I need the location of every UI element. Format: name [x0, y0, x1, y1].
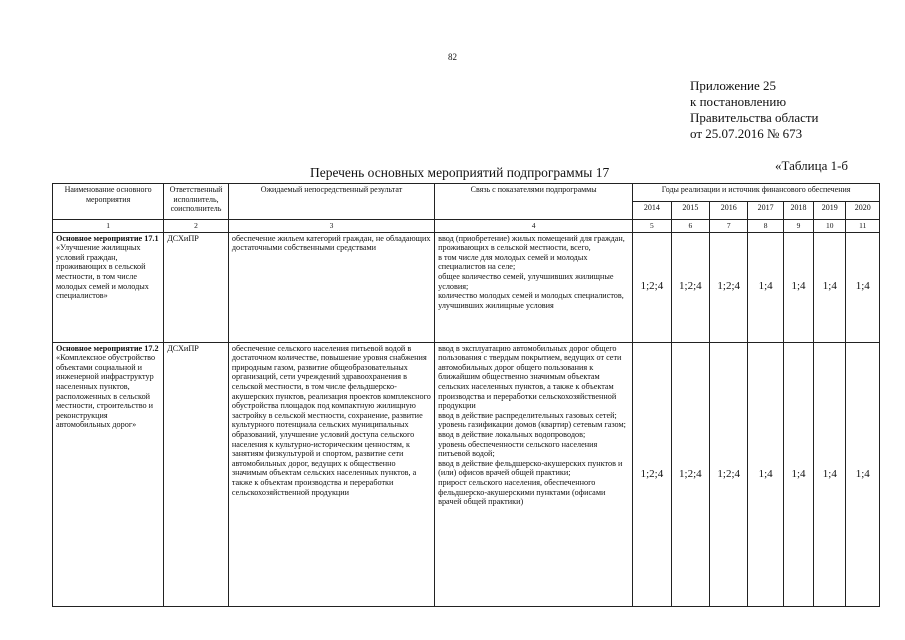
header-year-2017: 2017 [748, 202, 783, 220]
measure-title: Основное мероприятие 17.1 [56, 233, 159, 243]
measure-name: «Улучшение жилищных условий граждан, проживающих в сельской местности, в том числе молодых семей и молодых специалистов» [56, 243, 149, 301]
value-2015: 1;2;4 [671, 342, 709, 606]
value-2020: 1;4 [846, 342, 880, 606]
column-number: 6 [671, 220, 709, 233]
appendix-line-4: от 25.07.2016 № 673 [690, 126, 803, 141]
header-year-2015: 2015 [671, 202, 709, 220]
link-line: в том числе для молодых семей и молодых специалистов на селе; [438, 252, 588, 272]
value-2018: 1;4 [783, 232, 813, 342]
column-number: 8 [748, 220, 783, 233]
table-row [53, 342, 880, 606]
result-cell: обеспечение жильем категорий граждан, не обладающих достаточными собственными средствами [228, 232, 434, 342]
measure-name-cell [53, 232, 164, 342]
header-year-2014: 2014 [633, 202, 671, 220]
document-title: Перечень основных мероприятий подпрограммы 17 [310, 165, 610, 180]
header-year-2019: 2019 [814, 202, 846, 220]
header-year-2016: 2016 [710, 202, 748, 220]
header-link: Связь с показателями подпрограммы [435, 184, 633, 220]
page-number: 82 [448, 52, 457, 62]
column-number: 7 [710, 220, 748, 233]
result-cell: обеспечение сельского населения питьевой водой в достаточном количестве, повышение уровня снабжения природным газом, развитие общеобразовательных организаций, сети учреждений здравоохранения в сельской местности, в том числе фельдшерско-акушерских пунктов, реализация проектов комплексного обустройства площадок под компактную жилищную застройку в сельской местности, сохранение, развитие культурного потенциала сельских муниципальных образований, улучшение условий доступа сельского населения к культурно-историческим ценностям, к занятиям физкультурой и спортом, развитие сети автомобильных дорог, ведущих к общественно значимым объектам сельских населенных пунктов, а также к объектам производства и переработки сельскохозяйственной продукции [228, 342, 434, 606]
header-years-caption: Годы реализации и источник финансового обеспечения [633, 184, 880, 202]
executor-cell: ДСХиПР [164, 342, 229, 606]
header-year-2020: 2020 [846, 202, 880, 220]
value-2014: 1;2;4 [633, 342, 671, 606]
measures-table [52, 183, 880, 607]
link-line: общее количество семей, улучшивших жилищные условия; [438, 271, 614, 291]
value-2014: 1;2;4 [633, 232, 671, 342]
table-reference: «Таблица 1-б [775, 158, 849, 173]
link-line: прирост сельского населения, обеспеченного фельдшерско-акушерскими пунктами (офисами врачей общей практики) [438, 477, 606, 507]
link-line: ввод в действие распределительных газовых сетей; [438, 410, 617, 420]
link-line: ввод в действие фельдшерско-акушерских пунктов и (или) офисов врачей общей практики; [438, 458, 623, 478]
value-2020: 1;4 [846, 232, 880, 342]
header-result: Ожидаемый непосредственный результат [228, 184, 434, 220]
column-number: 11 [846, 220, 880, 233]
column-numbers-row [53, 220, 880, 233]
link-line: количество молодых семей и молодых специалистов, улучшивших жилищные условия [438, 291, 624, 310]
value-2019: 1;4 [814, 342, 846, 606]
appendix-line-2: к постановлению [690, 94, 787, 109]
column-number: 10 [814, 220, 846, 233]
appendix-line-1: Приложение 25 [690, 78, 777, 93]
header-year-2018: 2018 [783, 202, 813, 220]
value-2019: 1;4 [814, 232, 846, 342]
column-number: 3 [228, 220, 434, 233]
link-line: уровень газификации домов (квартир) сетевым газом; [438, 420, 626, 430]
link-line: ввод в действие локальных водопроводов; [438, 429, 586, 439]
table-row [53, 232, 880, 342]
value-2016: 1;2;4 [710, 232, 748, 342]
column-number: 9 [783, 220, 813, 233]
value-2018: 1;4 [783, 342, 813, 606]
value-2017: 1;4 [748, 232, 783, 342]
header-executor: Ответственный исполнитель, соисполнитель [164, 184, 229, 220]
link-line: ввод (приобретение) жилых помещений для граждан, проживающих в сельской местности, всего, [438, 233, 625, 253]
column-number: 1 [53, 220, 164, 233]
value-2015: 1;2;4 [671, 232, 709, 342]
link-cell [435, 232, 633, 342]
column-number: 5 [633, 220, 671, 233]
value-2017: 1;4 [748, 342, 783, 606]
link-line: ввод в эксплуатацию автомобильных дорог общего пользования с твердым покрытием, ведущих от сети автомобильных дорог общего пользования к ближайшим общественно значимым объектам сельских населенных пунктов, а также к объектам производства и переработки сельскохозяйственной продукции [438, 343, 622, 411]
executor-cell: ДСХиПР [164, 232, 229, 342]
appendix-block [690, 78, 819, 142]
appendix-line-3: Правительства области [690, 110, 819, 125]
measure-name: «Комплексное обустройство объектами социальной и инженерной инфраструктур населенных пунктов, расположенных в сельской местности, строительство и реконструкция автомобильных дорог» [56, 353, 156, 430]
column-number: 4 [435, 220, 633, 233]
measure-title: Основное мероприятие 17.2 [56, 343, 159, 353]
measure-name-cell [53, 342, 164, 606]
header-name: Наименование основного мероприятия [53, 184, 164, 220]
link-cell [435, 342, 633, 606]
link-line: уровень обеспеченности сельского населения питьевой водой; [438, 439, 598, 459]
value-2016: 1;2;4 [710, 342, 748, 606]
column-number: 2 [164, 220, 229, 233]
